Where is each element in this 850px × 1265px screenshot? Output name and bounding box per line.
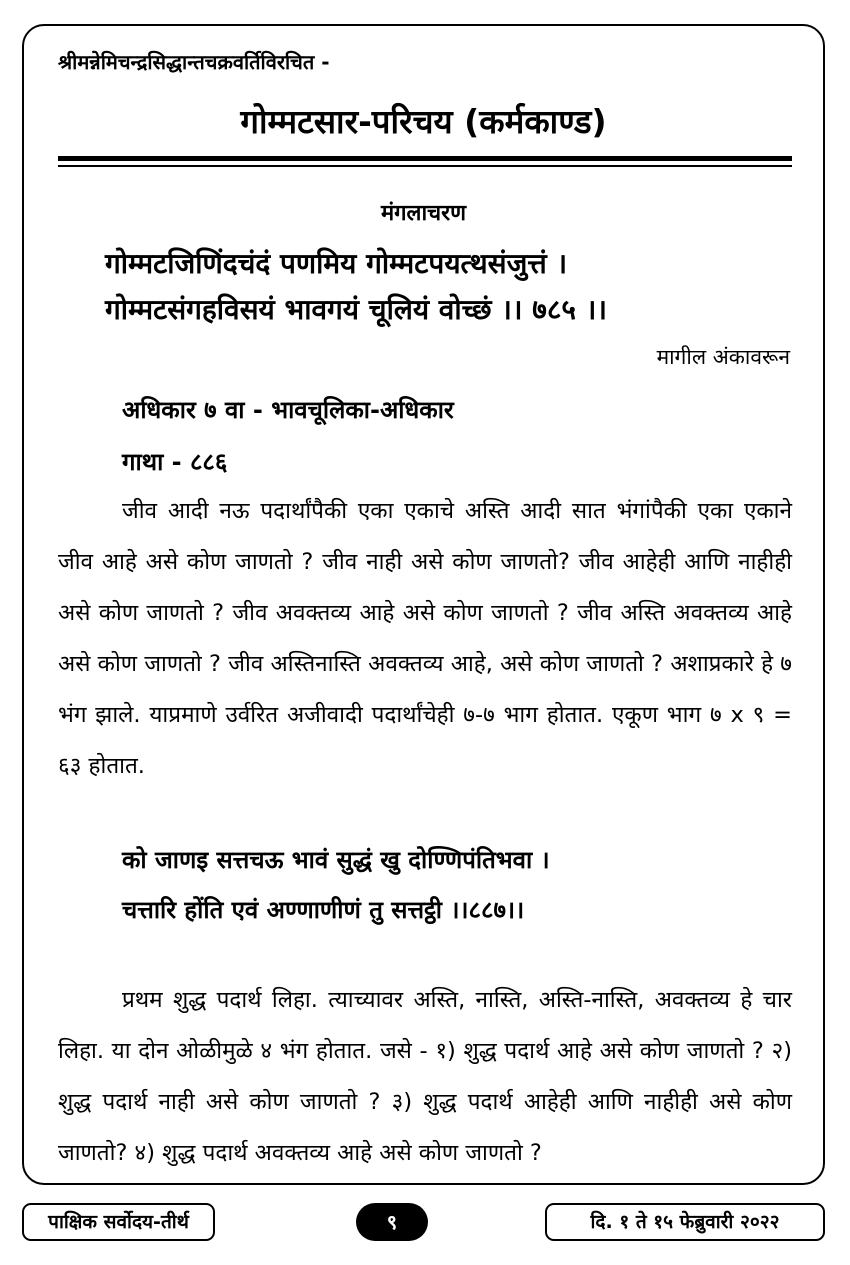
continued-note: मागील अंकावरून bbox=[656, 345, 790, 369]
title-divider-thick bbox=[58, 156, 792, 161]
title-divider-thin bbox=[58, 165, 792, 167]
gatha-887-line-1: को जाणइ सत्तचऊ भावं सुद्धं खु दोण्णिपंतिभवा । bbox=[122, 846, 550, 874]
page-title: गोम्मटसार-परिचय (कर्मकाण्ड) bbox=[240, 102, 607, 141]
page-number: ९ bbox=[356, 1203, 428, 1241]
gatha-887-line-2: चत्तारि होंति एवं अण्णाणीणं तु सत्तट्ठी ।।८८७।। bbox=[122, 896, 525, 924]
invocation-verse-line-2: गोम्मटसंगहविसयं भावगयं चूलियं वोच्छं ।। ७८५ ।। bbox=[105, 293, 607, 326]
chapter-heading: अधिकार ७ वा - भावचूलिका-अधिकार bbox=[122, 396, 454, 424]
invocation-verse-line-1: गोम्मटजिणिंदचंदं पणमिय गोम्मटपयत्थसंजुत्तं । bbox=[105, 247, 568, 280]
series-title: श्रीमन्नेमिचन्द्रसिद्धान्तचक्रवर्तिविरचित - bbox=[58, 50, 330, 74]
invocation-heading: मंगलाचरण bbox=[380, 201, 467, 226]
footer-date: दि. १ ते १५ फेब्रुवारी २०२२ bbox=[545, 1203, 825, 1241]
paragraph-2: प्रथम शुद्ध पदार्थ लिहा. त्याच्यावर अस्ति, नास्ति, अस्ति-नास्ति, अवक्तव्य हे चार लिहा. या दोन ओळीमुळे ४ भंग होतात. जसे - १) शुद्ध पदार्थ आहे असे कोण जाणतो ? २) शुद्ध पदार्थ नाही असे कोण जाणतो ? ३) शुद्ध पदार्थ आहेही आणि नाहीही असे कोण जाणतो? ४) शुद्ध पदार्थ अवक्तव्य आहे असे कोण जाणतो ? bbox=[58, 987, 792, 1166]
paragraph-1: जीव आदी नऊ पदार्थांपैकी एका एकाचे अस्ति आदी सात भंगांपैकी एका एकाने जीव आहे असे कोण जाणतो ? जीव नाही असे कोण जाणतो? जीव आहेही आणि नाहीही असे कोण जाणतो ? जीव अवक्तव्य आहे असे कोण जाणतो ? जीव अस्ति अवक्तव्य आहे असे कोण जाणतो ? जीव अस्तिनास्ति अवक्तव्य आहे, असे कोण जाणतो ? अशाप्रकारे हे ७ भंग झाले. याप्रमाणे उर्वरित अजीवादी पदार्थांचेही ७-७ भाग होतात. एकूण भाग ७ x ९ = ६३ होतात. bbox=[58, 498, 792, 779]
footer-publication: पाक्षिक सर्वोदय-तीर्थ bbox=[22, 1203, 215, 1241]
gatha-number: गाथा - ८८६ bbox=[122, 448, 228, 476]
